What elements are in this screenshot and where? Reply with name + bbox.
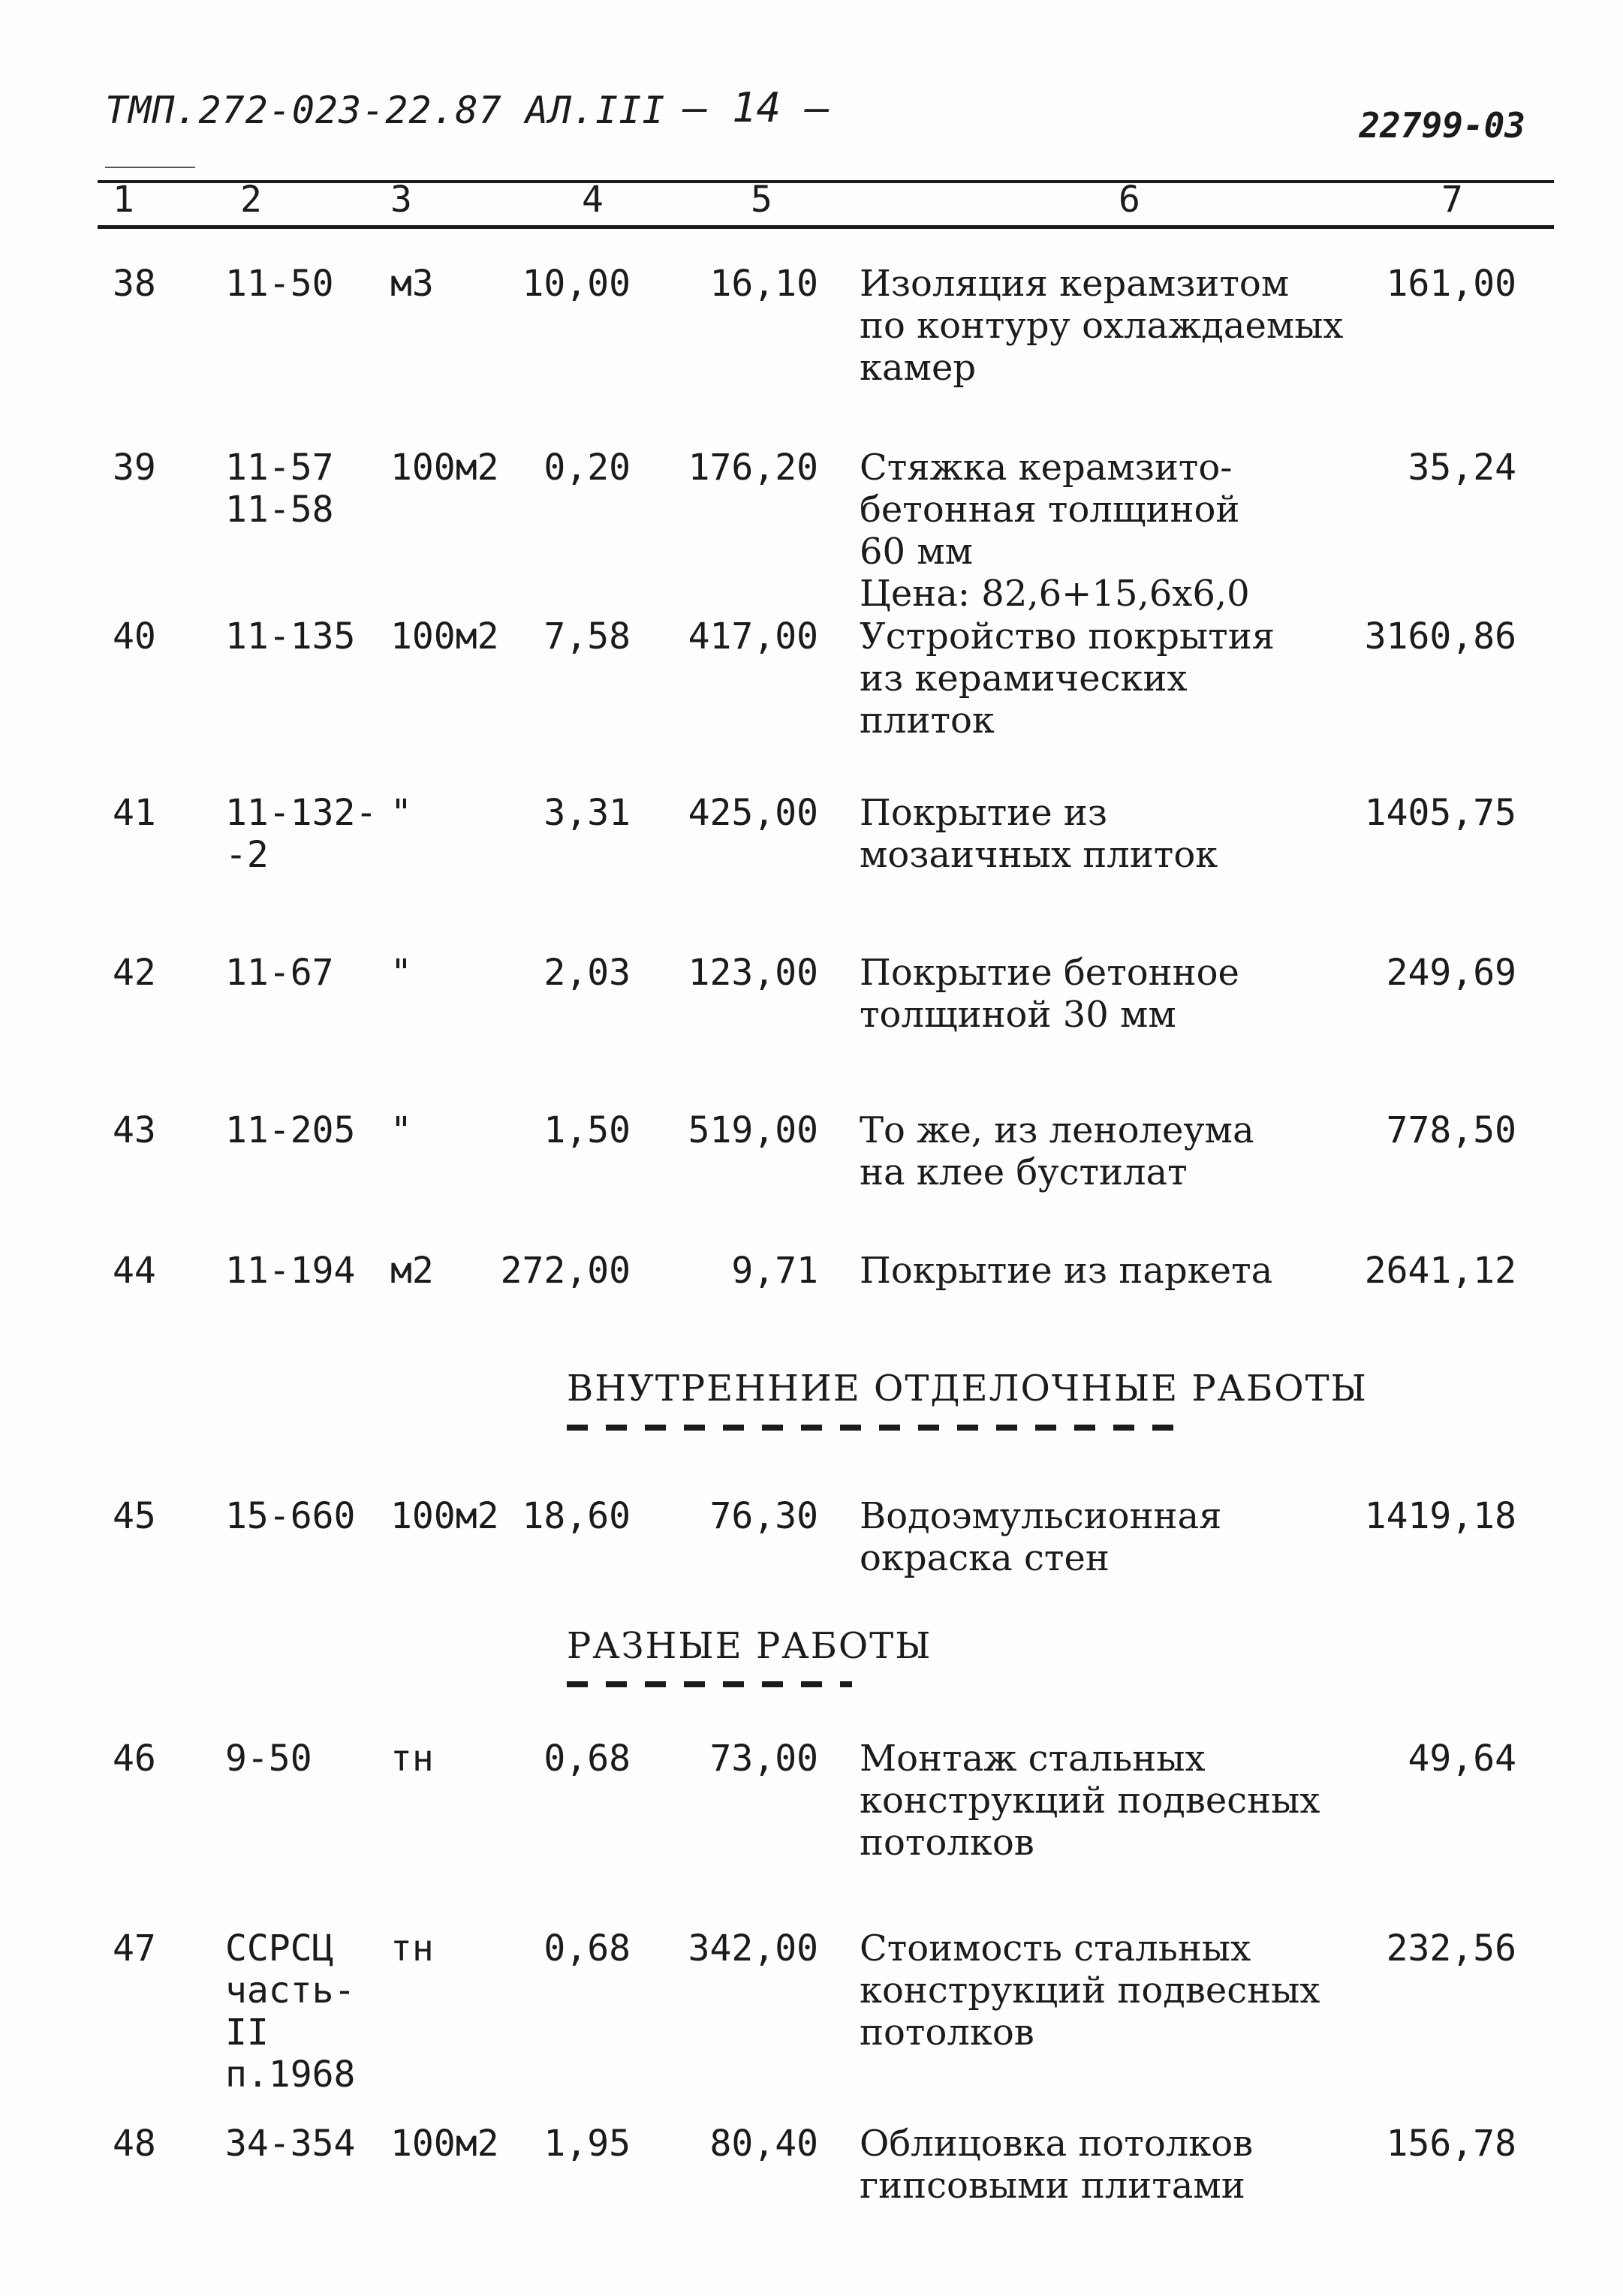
total-cost: 161,00	[1386, 263, 1516, 305]
document-number: 22799-03	[1359, 105, 1525, 146]
quantity: 18,60	[522, 1495, 631, 1537]
work-description: Покрытие из мозаичных плиток	[860, 792, 1218, 876]
row-number: 45	[113, 1495, 156, 1537]
column-number: 5	[751, 179, 772, 221]
quantity: 0,20	[544, 447, 631, 489]
total-cost: 3160,86	[1364, 615, 1516, 658]
unit: тн	[390, 1927, 434, 1970]
quantity: 0,68	[544, 1738, 631, 1780]
document-code: ТМП.272-023-22.87 АЛ.III	[105, 89, 666, 132]
unit-price: 123,00	[688, 952, 818, 994]
section-heading-misc: РАЗНЫЕ РАБОТЫ	[567, 1625, 932, 1667]
total-cost: 778,50	[1386, 1109, 1516, 1151]
unit: "	[390, 1109, 412, 1151]
unit: 100м2	[390, 447, 499, 489]
quantity: 3,31	[544, 792, 631, 834]
section-underline	[567, 1425, 1190, 1431]
row-number: 39	[113, 447, 156, 489]
rate-code: 11-132- -2	[225, 792, 378, 876]
unit: тн	[390, 1738, 434, 1780]
total-cost: 2641,12	[1364, 1250, 1516, 1292]
unit: 100м2	[390, 2123, 499, 2165]
row-number: 48	[113, 2123, 156, 2165]
column-number: 6	[1119, 179, 1140, 221]
quantity: 1,50	[544, 1109, 631, 1151]
unit-price: 519,00	[688, 1109, 818, 1151]
row-number: 42	[113, 952, 156, 994]
work-description: То же, из ленолеума на клее бустилат	[860, 1109, 1254, 1193]
header-rule-bottom	[98, 225, 1554, 229]
quantity: 272,00	[500, 1250, 631, 1292]
short-rule	[105, 167, 195, 168]
row-number: 44	[113, 1250, 156, 1292]
total-cost: 1419,18	[1364, 1495, 1516, 1537]
unit: м3	[390, 263, 434, 305]
unit-price: 16,10	[709, 263, 818, 305]
unit-price: 73,00	[709, 1738, 818, 1780]
rate-code: 11-135	[225, 615, 356, 658]
work-description: Облицовка потолков гипсовыми плитами	[860, 2123, 1254, 2207]
rate-code: 9-50	[225, 1738, 312, 1780]
unit-price: 425,00	[688, 792, 818, 834]
rate-code: 11-50	[225, 263, 334, 305]
unit: "	[390, 792, 412, 834]
work-description: Покрытие бетонное толщиной 30 мм	[860, 952, 1239, 1036]
rate-code: ССРСЦ часть-II п.1968	[225, 1927, 356, 2096]
rate-code: 11-194	[225, 1250, 356, 1292]
row-number: 38	[113, 263, 156, 305]
rate-code: 11-67	[225, 952, 334, 994]
row-number: 46	[113, 1738, 156, 1780]
row-number: 47	[113, 1927, 156, 1970]
work-description: Устройство покрытия из керамических плиток	[860, 615, 1275, 742]
row-number: 40	[113, 615, 156, 658]
total-cost: 35,24	[1408, 447, 1516, 489]
work-description: Покрытие из паркета	[860, 1250, 1273, 1292]
row-number: 41	[113, 792, 156, 834]
unit-price: 9,71	[731, 1250, 818, 1292]
column-number: 3	[390, 179, 412, 221]
unit-price: 80,40	[709, 2123, 818, 2165]
column-number: 4	[582, 179, 604, 221]
total-cost: 1405,75	[1364, 792, 1516, 834]
total-cost: 49,64	[1408, 1738, 1516, 1780]
work-description: Водоэмульсионная окраска стен	[860, 1495, 1222, 1579]
section-underline	[567, 1681, 852, 1687]
section-heading-interior: ВНУТРЕННИЕ ОТДЕЛОЧНЫЕ РАБОТЫ	[567, 1368, 1368, 1410]
quantity: 2,03	[544, 952, 631, 994]
unit-price: 342,00	[688, 1927, 818, 1970]
unit: "	[390, 952, 412, 994]
quantity: 7,58	[544, 615, 631, 658]
work-description: Стоимость стальных конструкций подвесных потолков	[860, 1927, 1320, 2054]
column-number: 7	[1441, 179, 1463, 221]
quantity: 1,95	[544, 2123, 631, 2165]
rate-code: 11-57 11-58	[225, 447, 334, 531]
work-description: Стяжка керамзито- бетонная толщиной 60 мм Цена: 82,6+15,6х6,0	[860, 447, 1250, 615]
unit-price: 417,00	[688, 615, 818, 658]
total-cost: 156,78	[1386, 2123, 1516, 2165]
quantity: 0,68	[544, 1927, 631, 1970]
quantity: 10,00	[522, 263, 631, 305]
work-description: Монтаж стальных конструкций подвесных потолков	[860, 1738, 1320, 1864]
unit-price: 176,20	[688, 447, 818, 489]
column-number: 1	[113, 179, 134, 221]
unit: м2	[390, 1250, 434, 1292]
row-number: 43	[113, 1109, 156, 1151]
unit: 100м2	[390, 1495, 499, 1537]
unit-price: 76,30	[709, 1495, 818, 1537]
total-cost: 232,56	[1386, 1927, 1516, 1970]
rate-code: 15-660	[225, 1495, 356, 1537]
work-description: Изоляция керамзитом по контуру охлаждаемых камер	[860, 263, 1344, 389]
rate-code: 34-354	[225, 2123, 356, 2165]
column-number: 2	[240, 179, 262, 221]
header-rule-top	[98, 180, 1554, 183]
page-number: – 14 –	[683, 84, 830, 131]
unit: 100м2	[390, 615, 499, 658]
total-cost: 249,69	[1386, 952, 1516, 994]
rate-code: 11-205	[225, 1109, 356, 1151]
